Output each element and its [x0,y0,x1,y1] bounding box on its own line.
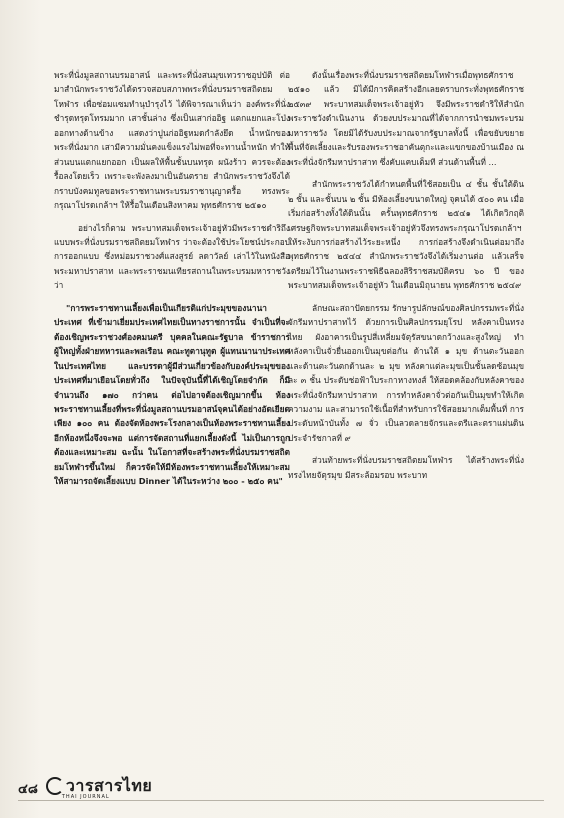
logo-text: วารสารไทย [65,775,153,795]
left-column [54,68,290,489]
page-footer [18,775,218,801]
right-paragraph-4: ส่วนท้ายพระที่นั่งบรมราชสถิตยมโหฬาร ได้สร้างพระที่นั่งทรงไทยจัตุรมุข มีสระล้อมรอบ พระบาท [288,455,524,480]
page-number: ๔๘ [18,781,38,797]
journal-logo [46,777,152,800]
left-paragraph-1: พระที่นั่งมูลสถานบรมอาสน์ และพระที่นั่งสนมุขเทวราชอุปบัติ ต่อมาสำนักพระราชวังได้ตรวจสอบสภาพพระที่นั่งบรมราชสถิตยมโหฬาร เพื่อซ่อมแซมทำนุบำรุงไว้ ได้พิจารณาเห็นว่า องค์พระที่นั่งชำรุดทรุดโทรมมาก เสาชั้นล่าง ซึ่งเป็นเสาก่ออิฐ แตกแยกและโป่งออกทางด้านข้าง แสดงว่าปูนก่ออิฐหมดกำลังยึด น้ำหนักของพระที่นั่งมาก เสามีความมั่นคงแข็งแรงไม่พอที่จะทานน้ำหนัก ทำให้ส่วนบนแตกแยกออก เป็นผลให้พื้นชั้นบนทรุด ผนังร้าว ควรจะต้องรื้อลงโดยเร็ว เพราะจะพังลงมาเป็นอันตราย สำนักพระราชวังจึงได้กราบบังคมทูลขอพระราชทานพระบรมราชานุญาตรื้อ ทรงพระกรุณาโปรดเกล้าฯ ให้รื้อในเดือนสิงหาคม พุทธศักราช ๒๕๑๐ [54,70,290,211]
right-column [288,68,524,482]
logo-subtitle: THAI JOURNAL [61,793,110,800]
right-paragraph-3: ลักษณะสถาปัตยกรรม รักษารูปลักษณ์ของศิลปกรรมพระที่นั่งจักรีมหาปราสาทไว้ ด้วยการเป็นศิลปกรรมยุโรป หลังคาเป็นทรงไทย ผังอาคารเป็นรูปสี่เหลี่ยมจัตุรัสขนาดกว้างและสูงใหญ่ ทำหลังคาเป็นจั่วยื่นออกเป็นมุขต่อกัน ด้านใต้ ๑ มุข ด้านตะวันออกและด้านตะวันตกด้านละ ๒ มุข หลังคาแต่ละมุขเป็นชั้นลดซ้อนมุขละ ๓ ชั้น ประดับช่อฟ้าใบระกาหางหงส์ ให้สอดคล้องกับหลังคาของพระที่นั่งจักรีมหาปราสาท การทำหลังคาจั่วต่อกันเป็นมุขทำให้เกิดความงาม และสามารถใช้เนื้อที่สำหรับการใช้สอยมากเต็มพื้นที่ การประดับหน้าบันทั้ง ๗ จั่ว เป็นลวดลายจักรและตรีและตราแผ่นดินประจำรัชกาลที่ ๙ [288,302,524,443]
right-paragraph-1: ดังนั้นเรื่องพระที่นั่งบรมราชสถิตยมโหฬารเมื่อพุทธศักราช ๒๕๑๐ แล้ว มิได้มีการคิดสร้างอีกเลยตราบกระทั่งพุทธศักราช ๒๕๓๙ พระบาทสมเด็จพระเจ้าอยู่หัว จึงมีพระราชดำริให้สำนักพระราชวังดำเนินงาน ด้วยงบประมาณที่ได้จากการนำชมพระบรมมหาราชวัง โดยมิได้รับงบประมาณจากรัฐบาลทั้งนี้ เพื่อขยับขยายพื้นที่จัดเลี้ยงและรับรองพระราชอาคันตุกะและแขกของบ้านเมือง ณ พระที่นั่งจักรีมหาปราสาท ซึ่งคับแคบเต็มที ส่วนด้านพื้นที่ ... [288,70,524,167]
quote-block: "การพระราชทานเลี้ยงเพื่อเป็นเกียรติแก่ประมุขของนานาประเทศ ที่เข้ามาเยี่ยมประเทศไทยเป็นทางราชการนั้น จำเป็นที่จะต้องเชิญพระราชวงศ์องคมนตรี บุคคลในคณะรัฐบาล ข้าราชการผู้ใหญ่ทั้งฝ่ายทหารและพลเรือน คณะทูตานุทูต ผู้แทนนานาประเทศในประเทศไทย และบรรดาผู้มีส่วนเกี่ยวข้องกับองค์ประมุขของประเทศที่มาเยือนโดยทั่วถึง ในปัจจุบันนี้ที่ได้เชิญโดยจำกัด ก็มีจำนวนถึง ๑๗๐ กว่าคน ต่อไปอาจต้องเชิญมากขึ้น ห้องพระราชทานเลี้ยงที่พระที่นั่งมูลสถานบรมอาสน์จุคนได้อย่างอัดเยียดเพียง ๑๐๐ คน ต้องจัดห้องพระโรงกลางเป็นห้องพระราชทานเลี้ยงอีกห้องหนึ่งจึงจะพอ แต่การจัดสถานที่แยกเลี้ยงดังนี้ ไม่เป็นการถูกต้องและเหมาะสม ฉะนั้น ในโอกาสที่จะสร้างพระที่นั่งบรมราชสถิตยมโหฬารขึ้นใหม่ ก็ควรจัดให้มีห้องพระราชทานเลี้ยงให้เหมาะสม ให้สามารถจัดเลี้ยงแบบ Dinner ได้ในระหว่าง ๒๐๐ - ๒๕๐ คน" [54,302,290,487]
logo-mark-icon [46,777,64,795]
left-paragraph-2: อย่างไรก็ตาม พระบาทสมเด็จพระเจ้าอยู่หัวมีพระราชดำริถึงแบบพระที่นั่งบรมราชสถิตยมโหฬาร ว่าจะต้องใช้ประโยชน์ประกอบการออกแบบ ซึ่งหม่อมราชวงศ์แสงสูรย์ ลดาวัลย์ เล่าไว้ในหนังสือพระมหาปราสาท และพระราชมนเทียรสถานในพระบรมมหาราชวัง ว่า [54,222,290,291]
right-paragraph-2: สำนักพระราชวังได้กำหนดพื้นที่ใช้สอยเป็น ๔ ชั้น ชั้นใต้ดิน ๒ ชั้น และชั้นบน ๒ ชั้น มีห้องเลี้ยงขนาดใหญ่ จุคนได้ ๕๐๐ คน เมื่อเริ่มก่อสร้างทั้งใต้ดินนั้น ครั้นพุทธศักราช ๒๕๔๑ ได้เกิดวิกฤติเศรษฐกิจพระบาทสมเด็จพระเจ้าอยู่หัวจึงทรงพระกรุณาโปรดเกล้าฯ ให้ระงับการก่อสร้างไว้ระยะหนึ่ง การก่อสร้างจึงดำเนินต่อมาถึงพุทธศักราช ๒๕๔๔ สำนักพระราชวังจึงได้เริ่มงานต่อ แล้วเสร็จเตรียมไว้ในงานพระราชพิธีฉลองสิริราชสมบัติครบ ๖๐ ปี ของพระบาทสมเด็จพระเจ้าอยู่หัว ในเดือนมิถุนายน พุทธศักราช ๒๕๔๙ [288,179,524,291]
footer-divider [18,800,544,801]
